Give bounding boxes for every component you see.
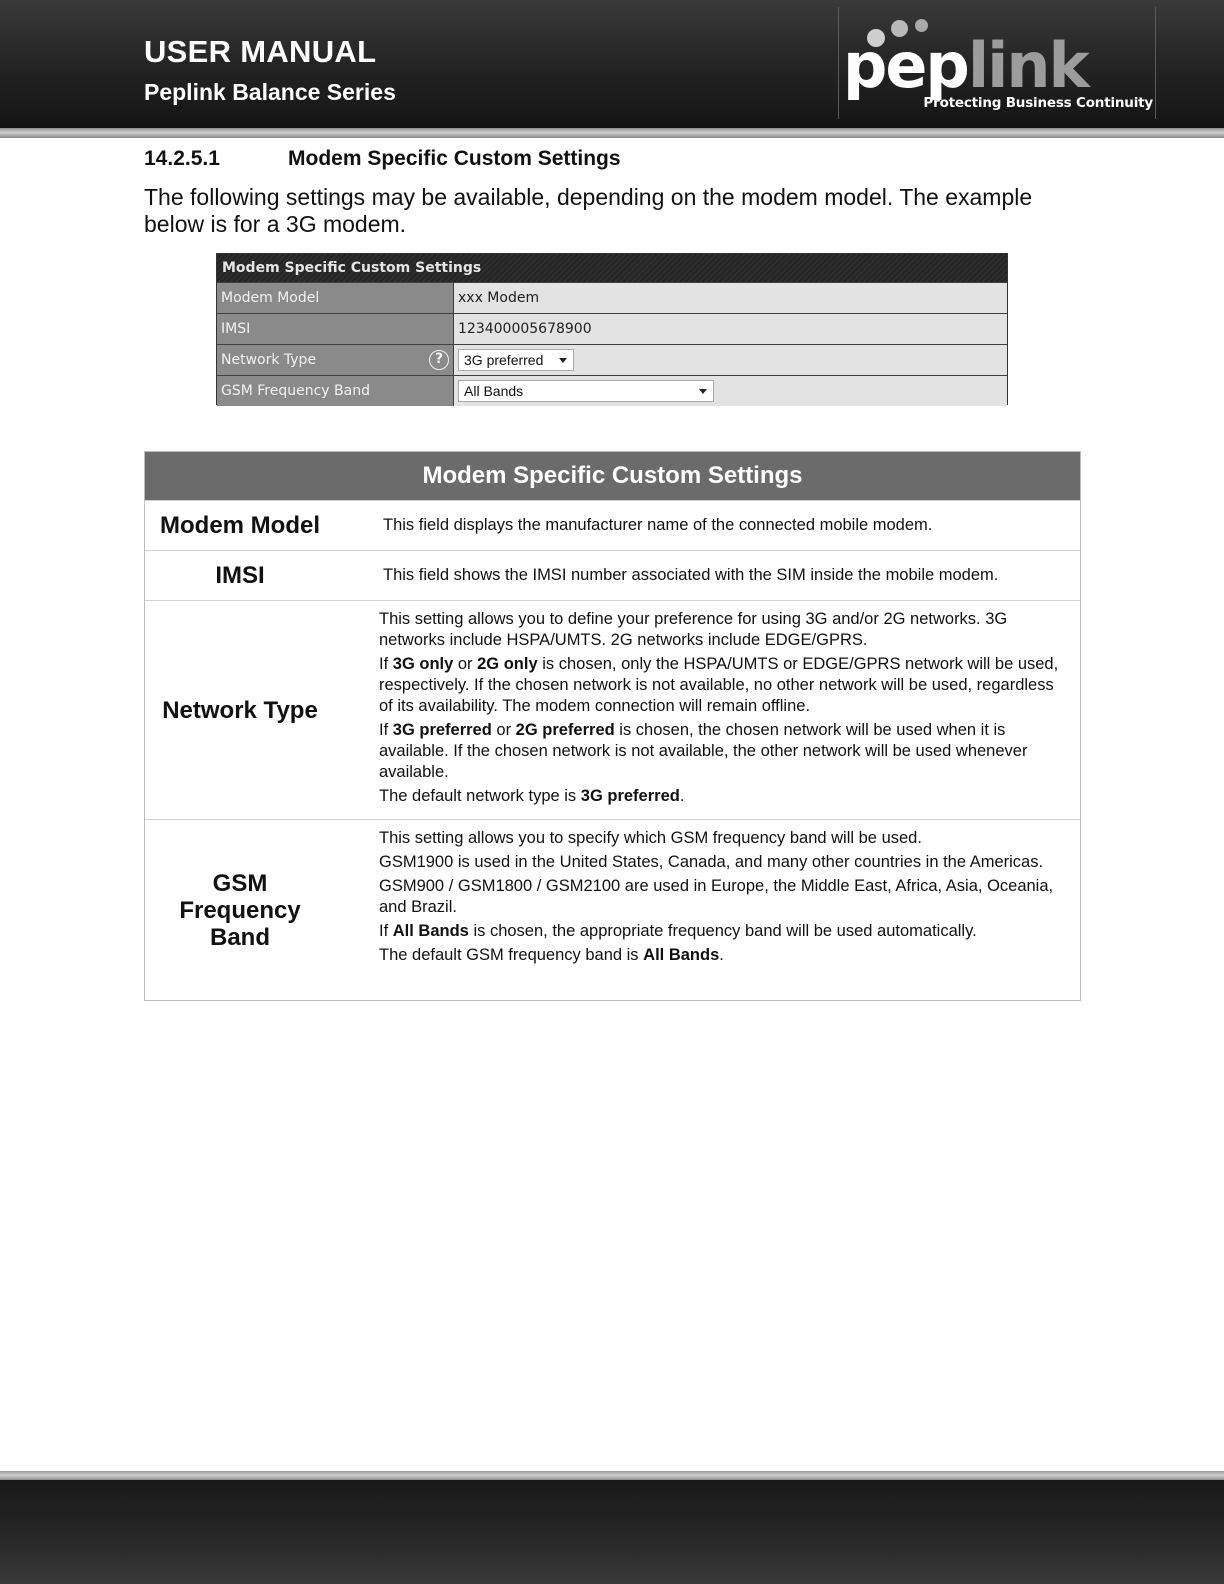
gsm-band-select[interactable] <box>458 380 714 402</box>
panel-value-network-type <box>454 345 1007 375</box>
default-gsm-band: All Bands <box>643 946 720 964</box>
panel-title: Modem Specific Custom Settings <box>217 254 1007 282</box>
panel-row-modem-model <box>217 282 1007 313</box>
table-row-network-type <box>145 600 1080 819</box>
desc-paragraph: This setting allows you to define your preference for using 3G and/or 2G networks. 3G networks include HSPA/UMTS. 2G networks include EDGE/GPRS. <box>379 610 1008 649</box>
table-row-imsi <box>145 550 1080 600</box>
desc-paragraph: If All Bands is chosen, the appropriate frequency band will be used automatically. <box>379 922 977 940</box>
header-divider <box>0 128 1224 138</box>
peplink-logo <box>838 7 1156 119</box>
option-all-bands: All Bands <box>392 922 469 940</box>
manual-title: USER MANUAL <box>144 34 377 69</box>
panel-row-network-type <box>217 344 1007 375</box>
desc-paragraph: If 3G only or 2G only is chosen, only the HSPA/UMTS or EDGE/GPRS network will be used, respectively. If the chosen network is not available, no other network will be used, regardless of its availability. The modem connection will remain offline. <box>379 655 1059 715</box>
panel-label: GSM Frequency Band <box>217 376 454 406</box>
desc-paragraph: If 3G preferred or 2G preferred is chosen, the chosen network will be used when it is available. If the chosen network is not available, the other network will be used whenever available. <box>379 721 1028 781</box>
settings-description-table <box>144 451 1081 1001</box>
desc-paragraph: GSM1900 is used in the United States, Canada, and many other countries in the Americas. <box>379 853 1044 871</box>
option-2g-preferred: 2G preferred <box>515 721 615 739</box>
panel-label-network-type <box>217 345 454 375</box>
gsm-band-selected: All Bands <box>464 383 524 399</box>
footer-divider <box>0 1471 1224 1480</box>
default-network-type: 3G preferred <box>580 787 680 805</box>
desc-paragraph: GSM900 / GSM1800 / GSM2100 are used in Europe, the Middle East, Africa, Asia, Oceania, and Brazil. <box>379 877 1054 916</box>
panel-row-imsi <box>217 313 1007 344</box>
row-description <box>335 601 1080 819</box>
logo-wordmark: peplink <box>843 29 1088 102</box>
table-title: Modem Specific Custom Settings <box>145 452 1080 500</box>
logo-tagline: Protecting Business Continuity <box>923 95 1153 111</box>
panel-value-gsm-band <box>454 376 1007 406</box>
panel-label: IMSI <box>217 314 454 344</box>
section-number: 14.2.5.1 <box>144 147 220 170</box>
chevron-down-icon <box>699 389 707 394</box>
intro-paragraph: The following settings may be available, depending on the modem model. The example below is for a 3G modem. <box>144 184 1033 237</box>
row-name: Modem Model <box>160 512 320 539</box>
network-type-select[interactable] <box>458 349 574 371</box>
chevron-down-icon <box>559 358 567 363</box>
network-type-selected: 3G preferred <box>464 352 544 368</box>
panel-label: Network Type <box>221 352 317 368</box>
row-name: GSM Frequency Band <box>179 869 301 951</box>
option-2g-only: 2G only <box>477 655 538 673</box>
row-description <box>335 820 1080 1000</box>
help-icon[interactable]: ? <box>429 350 449 370</box>
row-description: This field shows the IMSI number associated with the SIM inside the mobile modem. <box>383 566 999 584</box>
table-row-modem-model <box>145 500 1080 550</box>
desc-paragraph: The default GSM frequency band is All Bands. <box>379 946 724 964</box>
panel-row-gsm-band <box>217 375 1007 406</box>
settings-panel <box>216 253 1008 405</box>
table-row-gsm-band <box>145 819 1080 1000</box>
row-name: Network Type <box>162 696 318 724</box>
row-description: This field displays the manufacturer name of the connected mobile modem. <box>383 516 933 534</box>
desc-paragraph: This setting allows you to specify which GSM frequency band will be used. <box>379 829 922 847</box>
page-header <box>0 0 1224 128</box>
panel-value: xxx Modem <box>454 283 1007 313</box>
desc-paragraph: The default network type is 3G preferred. <box>379 787 685 805</box>
panel-value: 123400005678900 <box>454 314 1007 344</box>
option-3g-preferred: 3G preferred <box>392 721 492 739</box>
option-3g-only: 3G only <box>392 655 454 673</box>
section-title: Modem Specific Custom Settings <box>288 147 621 170</box>
page-footer <box>0 1480 1224 1584</box>
panel-label: Modem Model <box>217 283 454 313</box>
row-name: IMSI <box>215 562 265 589</box>
manual-subtitle: Peplink Balance Series <box>144 79 396 105</box>
